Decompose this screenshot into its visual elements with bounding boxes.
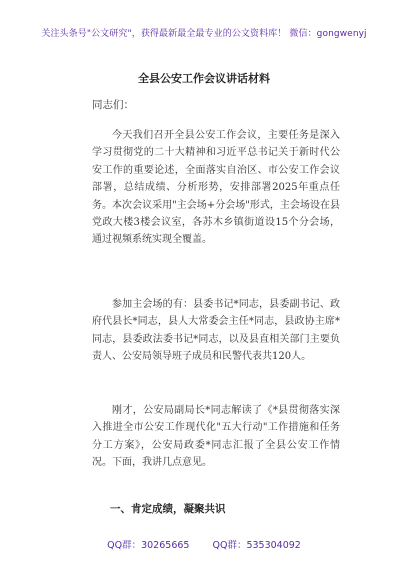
footer-qq-group-2: QQ群：535304092 — [212, 540, 301, 551]
paragraph-attendees: 参加主会场的有：县委书记*同志，县委副书记、政府代县长*同志，县人大常委会主任*同志，县政协主席*同志，县委政法委书记*同志，以及县直相关部门主要负责人、公安局领导班子成员和民警代表共120人。 — [92, 299, 340, 363]
header-notice: 关注头条号"公文研究"，获得最新最全最专业的公文资料库！ 微信：gongwenyj — [41, 29, 367, 39]
document-title: 全县公安工作会议讲话材料 — [138, 72, 270, 85]
paragraph-intro: 今天我们召开全县公安工作会议，主要任务是深入学习贯彻党的二十大精神和习近平总书记关于新时代公安工作的重要论述，全面落实自治区、市公安工作会议部署，总结成绩、分析形势，安排部署2025年重点任务。本次会议采用"主会场+分会场"形式，主会场设在县党政大楼3楼会议室，各苏木乡镇街道设15个分会场，通过视频系统实现全覆盖。 — [92, 130, 340, 246]
section-heading: 一、肯定成绩，凝聚共识 — [110, 503, 226, 515]
footer-qq-group-1: QQ群：30265665 — [107, 540, 190, 551]
salutation: 同志们： — [92, 99, 134, 111]
paragraph-opinions: 刚才，公安局副局长*同志解读了《*县贯彻落实深入推进全市公安工作现代化"五大行动"工作措施和任务分工方案》，公安局政委*同志汇报了全县公安工作情况。下面，我讲几点意见。 — [92, 405, 340, 469]
footer — [0, 537, 408, 551]
